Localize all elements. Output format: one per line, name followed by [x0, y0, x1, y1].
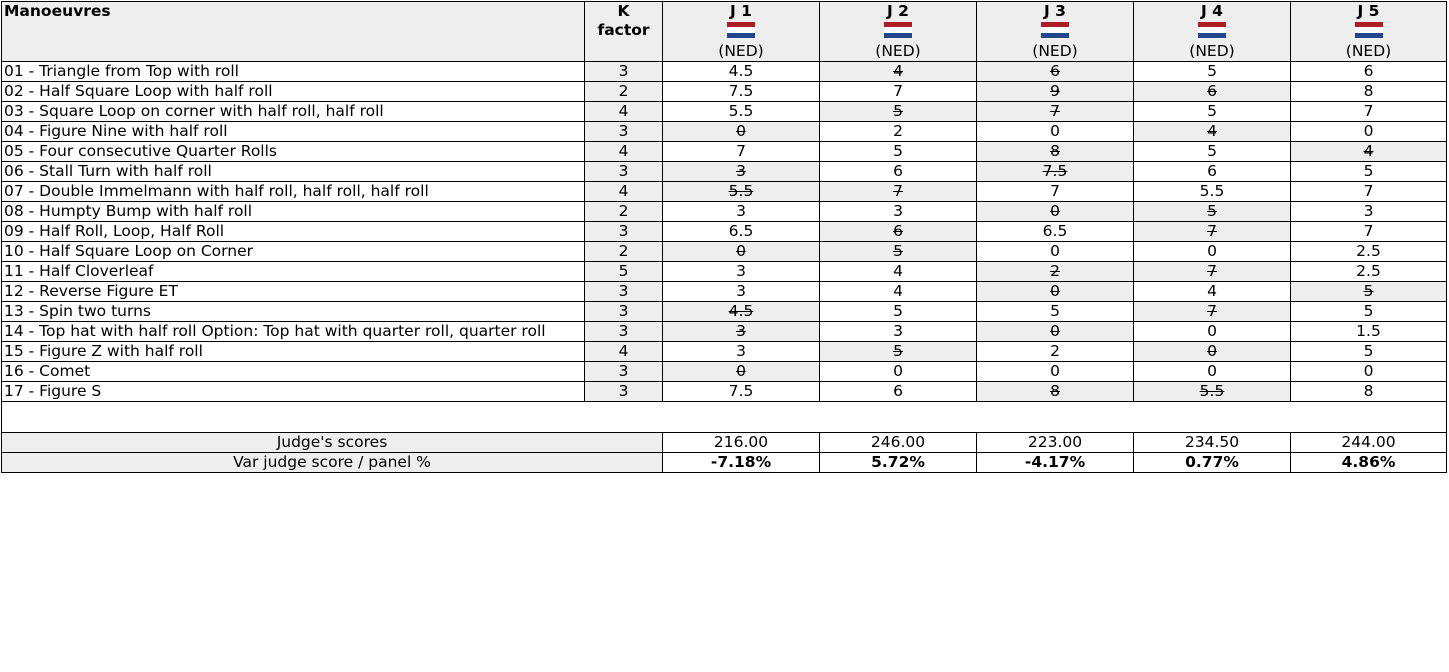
dropped-score-cell [663, 302, 820, 322]
dropped-score-cell [977, 162, 1134, 182]
dropped-score-cell [820, 102, 977, 122]
score-value: 8 [1050, 142, 1060, 160]
score-cell [663, 102, 820, 122]
score-value: 5.5 [1199, 382, 1225, 400]
score-value: 0 [1363, 362, 1374, 380]
dropped-score-cell [663, 242, 820, 262]
score-cell [1291, 62, 1447, 82]
score-cell [820, 322, 977, 342]
manoeuvre-name: 05 - Four consecutive Quarter Rolls [2, 142, 585, 162]
dropped-score-cell [1134, 82, 1291, 102]
score-cell [1291, 322, 1447, 342]
table-row [2, 62, 1447, 82]
table-row [2, 282, 1447, 302]
score-value: 3 [1363, 202, 1374, 220]
k-factor: 3 [585, 322, 663, 342]
dropped-score-cell [663, 322, 820, 342]
dropped-score-cell [1291, 142, 1447, 162]
score-value: 0 [1363, 122, 1374, 140]
dropped-score-cell [663, 362, 820, 382]
k-factor: 4 [585, 102, 663, 122]
dropped-score-cell [1134, 222, 1291, 242]
judge-variance: 0.77% [1134, 453, 1291, 473]
score-cell [1291, 102, 1447, 122]
dropped-score-cell [663, 162, 820, 182]
score-cell [663, 82, 820, 102]
table-row [2, 182, 1447, 202]
k-factor: 4 [585, 342, 663, 362]
score-value: 6 [893, 162, 903, 180]
judges-scores-row [2, 433, 1447, 453]
manoeuvre-name: 01 - Triangle from Top with roll [2, 62, 585, 82]
score-cell [1291, 382, 1447, 402]
score-value: 5 [893, 342, 903, 360]
score-value: 5 [1363, 342, 1374, 360]
score-cell [977, 302, 1134, 322]
score-value: 8 [1050, 382, 1060, 400]
score-cell [1291, 242, 1447, 262]
k-factor-label-line2: factor [597, 21, 650, 39]
table-row [2, 262, 1447, 282]
score-value: 5 [1207, 62, 1217, 80]
score-value: 5.5 [728, 182, 754, 200]
score-value: 4 [1363, 142, 1374, 160]
score-cell [820, 302, 977, 322]
score-value: 8 [1363, 82, 1374, 100]
dropped-score-cell [663, 182, 820, 202]
score-value: 2 [893, 122, 903, 140]
score-value: 0 [1050, 242, 1060, 260]
dropped-score-cell [1134, 342, 1291, 362]
dropped-score-cell [977, 62, 1134, 82]
score-value: 5 [893, 142, 903, 160]
table-row [2, 222, 1447, 242]
judge-header [1291, 2, 1447, 62]
table-row [2, 162, 1447, 182]
score-cell [663, 262, 820, 282]
judge-nation: (NED) [1032, 42, 1078, 60]
k-factor: 3 [585, 362, 663, 382]
score-value: 4 [1207, 282, 1217, 300]
dropped-score-cell [820, 182, 977, 202]
score-value: 3 [736, 162, 746, 180]
judge-name: J 2 [887, 2, 909, 20]
judge-total-score: 234.50 [1134, 433, 1291, 453]
judge-name: J 1 [730, 2, 752, 20]
score-value: 5 [893, 102, 903, 120]
manoeuvre-name: 02 - Half Square Loop with half roll [2, 82, 585, 102]
score-cell [977, 362, 1134, 382]
judge-name: J 3 [1044, 2, 1066, 20]
score-value: 8 [1363, 382, 1374, 400]
score-value: 9 [1050, 82, 1060, 100]
score-cell [1291, 122, 1447, 142]
score-cell [1291, 222, 1447, 242]
netherlands-flag-icon [727, 22, 755, 38]
score-value: 7 [1207, 262, 1217, 280]
score-value: 5 [1363, 282, 1374, 300]
score-value: 6 [1050, 62, 1060, 80]
netherlands-flag-icon [884, 22, 912, 38]
table-row [2, 322, 1447, 342]
score-value: 0 [736, 242, 746, 260]
manoeuvre-name: 13 - Spin two turns [2, 302, 585, 322]
dropped-score-cell [977, 202, 1134, 222]
score-cell [1291, 182, 1447, 202]
score-cell [1134, 362, 1291, 382]
score-value: 0 [1050, 322, 1060, 340]
score-value: 4 [893, 282, 903, 300]
k-factor: 2 [585, 82, 663, 102]
score-value: 2.5 [1356, 262, 1381, 280]
score-cell [977, 242, 1134, 262]
score-value: 6 [1363, 62, 1374, 80]
score-cell [1134, 62, 1291, 82]
dropped-score-cell [1134, 382, 1291, 402]
score-cell [1291, 302, 1447, 322]
score-value: 0 [1050, 122, 1060, 140]
score-value: 6 [1207, 162, 1217, 180]
score-value: 7 [1363, 102, 1374, 120]
score-value: 0 [1207, 342, 1217, 360]
score-value: 7.5 [1042, 162, 1068, 180]
netherlands-flag-icon [1198, 22, 1226, 38]
dropped-score-cell [1134, 122, 1291, 142]
score-value: 7 [1050, 102, 1060, 120]
manoeuvres-header: Manoeuvres [2, 2, 585, 62]
score-value: 6.5 [728, 222, 754, 240]
variance-row [2, 453, 1447, 473]
dropped-score-cell [1134, 202, 1291, 222]
judge-total-score: 223.00 [977, 433, 1134, 453]
table-row [2, 242, 1447, 262]
score-value: 5 [1363, 302, 1374, 320]
spacer-row [2, 402, 1447, 433]
manoeuvre-name: 04 - Figure Nine with half roll [2, 122, 585, 142]
judge-nation: (NED) [1345, 42, 1392, 60]
manoeuvre-name: 14 - Top hat with half roll Option: Top hat with quarter roll, quarter roll [2, 322, 585, 342]
score-cell [663, 282, 820, 302]
score-value: 5 [1363, 162, 1374, 180]
score-cell [663, 382, 820, 402]
score-cell [820, 82, 977, 102]
judge-total-score: 244.00 [1291, 433, 1447, 453]
k-factor-label-line1: K [617, 2, 630, 20]
manoeuvre-name: 08 - Humpty Bump with half roll [2, 202, 585, 222]
judge-variance: -4.17% [977, 453, 1134, 473]
judge-total-score: 216.00 [663, 433, 820, 453]
score-cell [1291, 202, 1447, 222]
dropped-score-cell [977, 382, 1134, 402]
score-value: 7 [1363, 222, 1374, 240]
score-value: 4 [1207, 122, 1217, 140]
dropped-score-cell [1134, 262, 1291, 282]
dropped-score-cell [820, 222, 977, 242]
score-cell [663, 222, 820, 242]
score-cell [820, 122, 977, 142]
score-cell [1134, 142, 1291, 162]
score-cell [977, 222, 1134, 242]
score-value: 7.5 [728, 382, 754, 400]
dropped-score-cell [977, 82, 1134, 102]
score-value: 7 [1363, 182, 1374, 200]
score-cell [663, 62, 820, 82]
score-value: 0 [1207, 362, 1217, 380]
score-cell [1134, 322, 1291, 342]
score-value: 5 [1207, 142, 1217, 160]
score-cell [977, 182, 1134, 202]
dropped-score-cell [977, 142, 1134, 162]
score-cell [1134, 242, 1291, 262]
k-factor: 4 [585, 182, 663, 202]
judge-variance: 4.86% [1291, 453, 1447, 473]
dropped-score-cell [1291, 282, 1447, 302]
score-cell [820, 202, 977, 222]
judges-scores-label: Judge's scores [2, 433, 663, 453]
score-value: 7 [1050, 182, 1060, 200]
manoeuvre-name: 07 - Double Immelmann with half roll, half roll, half roll [2, 182, 585, 202]
score-cell [1134, 162, 1291, 182]
k-factor: 3 [585, 162, 663, 182]
score-rows [2, 62, 1447, 402]
dropped-score-cell [977, 322, 1134, 342]
judge-header [1134, 2, 1291, 62]
score-cell [1134, 182, 1291, 202]
manoeuvre-name: 17 - Figure S [2, 382, 585, 402]
k-factor: 3 [585, 382, 663, 402]
netherlands-flag-icon [1041, 22, 1069, 38]
k-factor: 4 [585, 142, 663, 162]
score-value: 2 [1050, 262, 1060, 280]
score-value: 5.5 [728, 102, 754, 120]
score-value: 4 [893, 262, 903, 280]
dropped-score-cell [820, 242, 977, 262]
score-value: 7 [736, 142, 746, 160]
score-value: 5.5 [1199, 182, 1225, 200]
score-cell [1291, 362, 1447, 382]
score-value: 7 [1207, 302, 1217, 320]
score-value: 6 [1207, 82, 1217, 100]
manoeuvre-name: 16 - Comet [2, 362, 585, 382]
score-value: 5 [1207, 102, 1217, 120]
score-value: 2 [1050, 342, 1060, 360]
dropped-score-cell [977, 282, 1134, 302]
score-cell [977, 122, 1134, 142]
k-factor-header [585, 2, 663, 62]
score-value: 4.5 [728, 62, 754, 80]
table-row [2, 142, 1447, 162]
score-value: 3 [736, 322, 746, 340]
table-row [2, 202, 1447, 222]
dropped-score-cell [820, 62, 977, 82]
score-value: 5 [893, 302, 903, 320]
score-cell [1134, 282, 1291, 302]
judge-variance: -7.18% [663, 453, 820, 473]
score-cell [820, 142, 977, 162]
score-cell [1291, 162, 1447, 182]
score-cell [663, 142, 820, 162]
dropped-score-cell [977, 262, 1134, 282]
dropped-score-cell [663, 122, 820, 142]
score-value: 6 [893, 382, 903, 400]
table-row [2, 362, 1447, 382]
score-value: 7 [893, 182, 903, 200]
table-row [2, 342, 1447, 362]
judge-name: J 5 [1357, 2, 1380, 20]
manoeuvre-name: 11 - Half Cloverleaf [2, 262, 585, 282]
manoeuvre-name: 12 - Reverse Figure ET [2, 282, 585, 302]
score-cell [1291, 262, 1447, 282]
score-value: 0 [1207, 322, 1217, 340]
k-factor: 3 [585, 62, 663, 82]
score-value: 7.5 [728, 82, 754, 100]
score-value: 4 [893, 62, 903, 80]
score-value: 3 [736, 342, 746, 360]
score-value: 3 [736, 282, 746, 300]
manoeuvre-name: 15 - Figure Z with half roll [2, 342, 585, 362]
score-cell [820, 282, 977, 302]
netherlands-flag-icon [1355, 22, 1383, 38]
judge-nation: (NED) [875, 42, 921, 60]
score-value: 0 [1050, 202, 1060, 220]
judge-nation: (NED) [1189, 42, 1235, 60]
judge-total-score: 246.00 [820, 433, 977, 453]
manoeuvre-name: 09 - Half Roll, Loop, Half Roll [2, 222, 585, 242]
k-factor: 3 [585, 282, 663, 302]
judge-nation: (NED) [718, 42, 764, 60]
judge-header [663, 2, 820, 62]
score-cell [663, 202, 820, 222]
score-value: 5 [1207, 202, 1217, 220]
judge-variance: 5.72% [820, 453, 977, 473]
score-value: 7 [1207, 222, 1217, 240]
k-factor: 2 [585, 202, 663, 222]
score-value: 5 [893, 242, 903, 260]
score-value: 0 [1050, 362, 1060, 380]
score-cell [820, 162, 977, 182]
manoeuvre-name: 06 - Stall Turn with half roll [2, 162, 585, 182]
score-value: 0 [736, 362, 746, 380]
scores-table [1, 1, 1447, 473]
score-cell [1134, 102, 1291, 122]
k-factor: 2 [585, 242, 663, 262]
score-cell [820, 362, 977, 382]
score-value: 0 [893, 362, 903, 380]
score-value: 3 [736, 262, 746, 280]
k-factor: 3 [585, 122, 663, 142]
score-value: 0 [1207, 242, 1217, 260]
table-row [2, 82, 1447, 102]
header-row [2, 2, 1447, 62]
score-cell [820, 262, 977, 282]
score-cell [820, 382, 977, 402]
score-value: 6.5 [1042, 222, 1068, 240]
score-value: 6 [893, 222, 903, 240]
dropped-score-cell [977, 102, 1134, 122]
k-factor: 3 [585, 302, 663, 322]
judge-header [977, 2, 1134, 62]
score-cell [977, 342, 1134, 362]
score-cell [663, 342, 820, 362]
table-row [2, 382, 1447, 402]
manoeuvre-name: 03 - Square Loop on corner with half roll, half roll [2, 102, 585, 122]
score-value: 7 [893, 82, 903, 100]
score-value: 0 [736, 122, 746, 140]
score-value: 3 [893, 202, 903, 220]
dropped-score-cell [1134, 302, 1291, 322]
score-value: 5 [1050, 302, 1060, 320]
table-row [2, 102, 1447, 122]
k-factor: 3 [585, 222, 663, 242]
table-row [2, 302, 1447, 322]
manoeuvre-name: 10 - Half Square Loop on Corner [2, 242, 585, 262]
variance-label: Var judge score / panel % [2, 453, 663, 473]
dropped-score-cell [820, 342, 977, 362]
score-value: 3 [893, 322, 903, 340]
k-factor: 5 [585, 262, 663, 282]
judge-header [820, 2, 977, 62]
score-cell [1291, 82, 1447, 102]
score-value: 2.5 [1356, 242, 1381, 260]
score-value: 1.5 [1356, 322, 1381, 340]
table-row [2, 122, 1447, 142]
judge-name: J 4 [1201, 2, 1223, 20]
score-value: 0 [1050, 282, 1060, 300]
score-cell [1291, 342, 1447, 362]
score-value: 3 [736, 202, 746, 220]
score-value: 4.5 [728, 302, 754, 320]
summary-section [2, 402, 1447, 473]
